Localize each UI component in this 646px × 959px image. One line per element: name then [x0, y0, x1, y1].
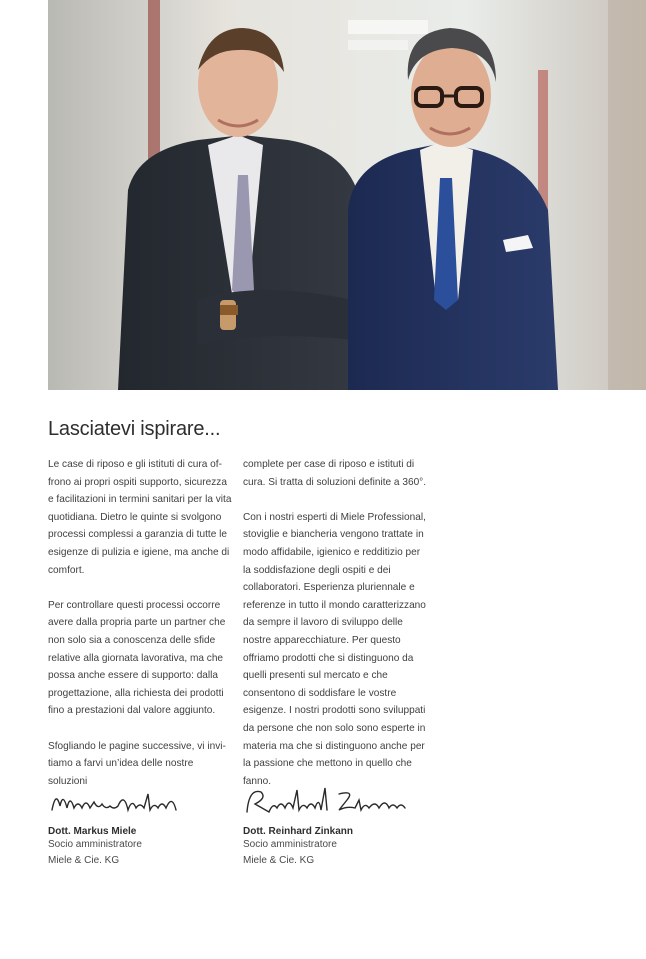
- signatory-name: Dott. Markus Miele: [48, 826, 137, 837]
- text-column-left: [48, 456, 232, 808]
- signatory-company: Miele & Cie. KG: [48, 855, 120, 866]
- text-column-right: [243, 456, 427, 808]
- paragraph: complete per case di riposo e istituti di cura. Si tratta di soluzioni definite a 360°.: [243, 459, 427, 488]
- handwritten-signature: [48, 780, 188, 822]
- signatory-miele: [48, 780, 188, 869]
- hero-photo: [48, 0, 646, 390]
- paragraph: Le case di riposo e gli istituti di cura offrono ai propri ospiti supporto, sicurezza e facilitazioni in termini sanitari per la vita quotidiana. Dietro le quinte si svolgono processi complessi a garanzia di tutte le esigenze di pulizia e igiene, ma anche di comfort.: [48, 459, 232, 576]
- signatory-role: Socio amministratore: [243, 839, 337, 850]
- signatory-name: Dott. Reinhard Zinkann: [243, 826, 353, 837]
- paragraph: Con i nostri esperti di Miele Professional, stoviglie e biancheria vengono trattate in modo affidabile, igienico e redditizio per la soddisfazione degli ospiti e dei collaboratori. Esperienza pluriennale e referenze in tutto il mondo caratterizzano da sempre il lavoro di sviluppo delle nostre apparecchiature. Per questo offriamo prodotti che si distinguono da quelli presenti sul mercato e che consentono di soddisfare le vostre esigenze. I nostri prodotti sono sviluppati da persone che non solo sono esperte in materia ma che si distinguono anche per la passione che mettono in quello che fanno.: [243, 511, 426, 787]
- handwritten-signature: [243, 780, 413, 822]
- portrait-illustration: [48, 0, 646, 390]
- paragraph: Per controllare questi processi occorre avere dalla propria parte un partner che non solo sia a conoscenza delle sfide relative alla giornata lavorativa, ma che possa anche essere di supporto: dalla progettazione, alla richiesta dei prodotti fino a prestazioni dal valore aggiunto.: [48, 599, 226, 717]
- signatory-zinkann: [243, 780, 413, 869]
- signatory-company: Miele & Cie. KG: [243, 855, 315, 866]
- paragraph: Sfogliando le pagine successive, vi invitiamo a farvi un’idea delle nostre soluzioni: [48, 740, 226, 787]
- signatory-role: Socio amministratore: [48, 839, 142, 850]
- page-title: Lasciatevi ispirare...: [48, 418, 221, 440]
